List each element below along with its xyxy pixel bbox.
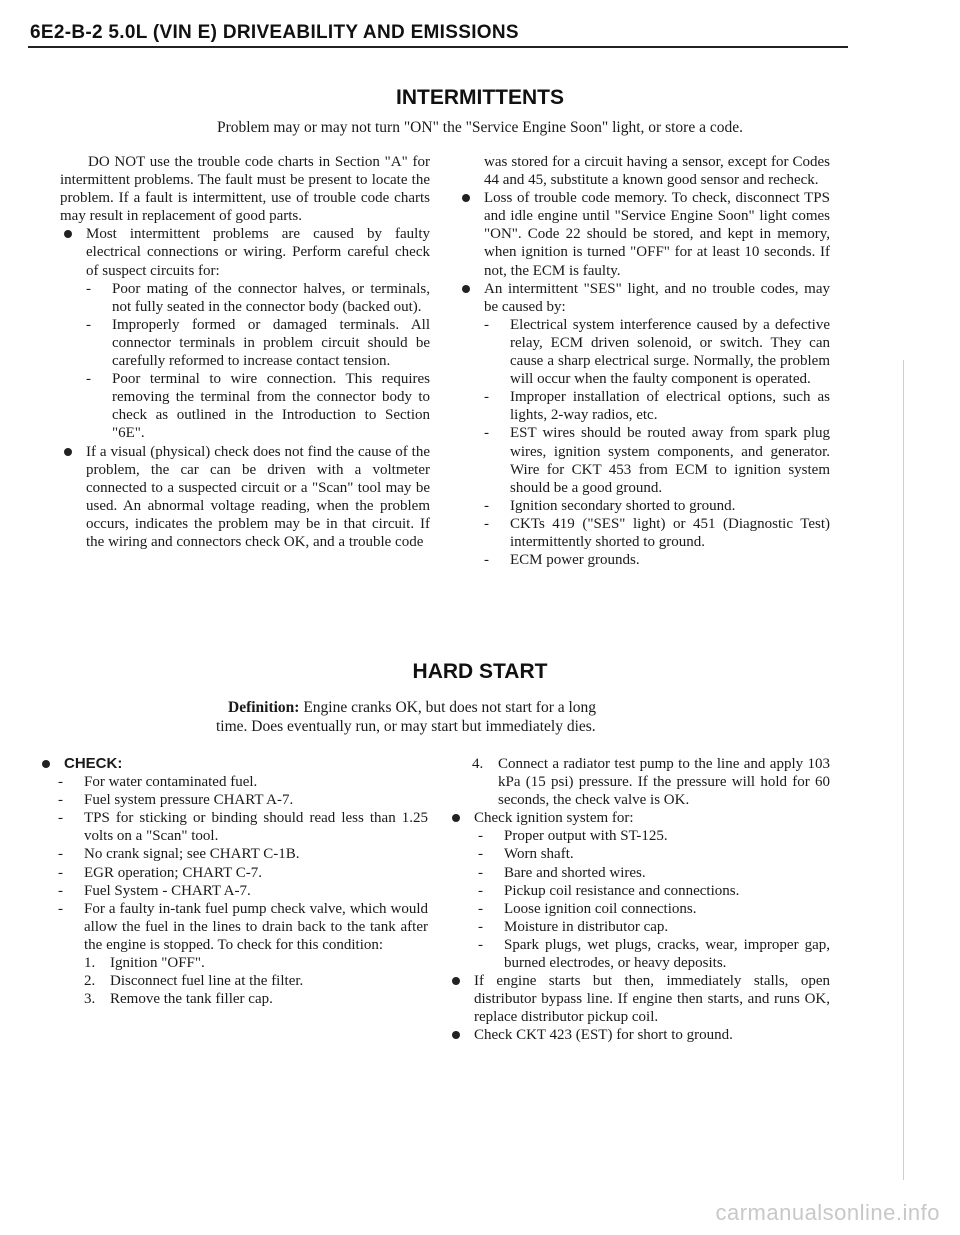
header-rule [28, 46, 848, 48]
check-heading [38, 755, 428, 773]
step-text: Ignition "OFF". [110, 955, 205, 972]
dash-item: - Ignition secondary shorted to ground. [484, 497, 830, 515]
bullet-item: Check CKT 423 (EST) for short to ground. [448, 1026, 830, 1044]
numbered-steps [84, 954, 428, 1008]
bullet-item: Most intermittent problems are caused by faulty electrical connections or wiring. Perform careful check of suspect circuits for: [60, 225, 430, 279]
step-number: 1. [84, 955, 96, 972]
intermittents-paragraph: DO NOT use the trouble code charts in Section "A" for intermittent problems. The fault must be present to locate the problem. If a fault is intermittent, use of trouble code charts may result in replacement of good parts. [60, 154, 430, 225]
dash-item: - EST wires should be routed away from spark plug wires, ignition system components, and generator. Wire for CKT 453 from ECM to ignition system should be a good ground. [484, 424, 830, 496]
dash-item: - Moisture in distributor cap. [478, 918, 830, 936]
dash-item: - Fuel System - CHART A-7. [58, 882, 428, 900]
dash-item: - No crank signal; see CHART C-1B. [58, 845, 428, 863]
step-text: Connect a radiator test pump to the line and apply 103 kPa (15 psi) pressure. If the pressure will hold for 60 seconds, the check valve is OK. [498, 756, 830, 809]
step-text: Disconnect fuel line at the filter. [110, 973, 304, 990]
definition-label: Definition: [228, 699, 300, 716]
dash-item: - EGR operation; CHART C-7. [58, 864, 428, 882]
dash-item: - Improper installation of electrical options, such as lights, 2-way radios, etc. [484, 388, 830, 424]
dash-item: - Fuel system pressure CHART A-7. [58, 791, 428, 809]
dash-item: - Proper output with ST-125. [478, 827, 830, 845]
sub-list [448, 827, 830, 972]
numbered-step [84, 954, 428, 972]
bullet-item: An intermittent "SES" light, and no trouble codes, may be caused by: [458, 280, 830, 316]
continued-paragraph: was stored for a circuit having a sensor, except for Codes 44 and 45, substitute a known good sensor and recheck. [484, 154, 830, 189]
dash-item: - TPS for sticking or binding should read less than 1.25 volts on a "Scan" tool. [58, 809, 428, 845]
step-text: Remove the tank filler cap. [110, 991, 273, 1008]
check-label: CHECK: [64, 755, 123, 772]
dash-item: - Improperly formed or damaged terminals. All connector terminals in problem circuit should be carefully reformed to increase contact tension. [86, 316, 430, 370]
definition-text-line2: time. Does eventually run, or may start but immediately dies. [216, 718, 596, 735]
dash-item: - Worn shaft. [478, 845, 830, 863]
page-edge-line [903, 360, 904, 1180]
hard-start-left-column [38, 755, 428, 1008]
dash-item: - Poor mating of the connector halves, or terminals, not fully seated in the connector body (backed out). [86, 280, 430, 316]
watermark: carmanualsonline.info [715, 1200, 940, 1225]
intermittents-title: INTERMITTENTS [396, 86, 564, 109]
hard-start-definition [216, 698, 686, 736]
step-number: 3. [84, 991, 96, 1008]
hard-start-right-column [448, 755, 830, 1045]
numbered-step [84, 990, 428, 1008]
dash-item: - ECM power grounds. [484, 551, 830, 569]
definition-text-line1: Engine cranks OK, but does not start for a long [303, 699, 597, 716]
bullet-item: If a visual (physical) check does not find the cause of the problem, the car can be driven with a voltmeter connected to a suspected circuit or a "Scan" tool may be used. An abnormal voltage reading, when the problem occurs, indicates the problem may be in that circuit. If the wiring and connectors check OK, and a trouble code [60, 443, 430, 552]
step-number: 2. [84, 973, 96, 990]
hard-start-title: HARD START [412, 660, 548, 683]
intermittents-right-column [458, 153, 830, 569]
dash-item: - Bare and shorted wires. [478, 864, 830, 882]
step-number: 4. [472, 756, 484, 772]
bullet-item: Check ignition system for: [448, 809, 830, 827]
dash-item: - For water contaminated fuel. [58, 773, 428, 791]
numbered-step [472, 755, 830, 809]
intermittents-left-column [60, 153, 430, 551]
dash-item: - CKTs 419 ("SES" light) or 451 (Diagnostic Test) intermittently shorted to ground. [484, 515, 830, 551]
bullet-item: Loss of trouble code memory. To check, disconnect TPS and idle engine until "Service Engine Soon" light comes "ON". Code 22 should be stored, and kept in memory, when ignition is turned "OFF" for at least 10 seconds. If not, the ECM is faulty. [458, 189, 830, 279]
dash-item: - Pickup coil resistance and connections. [478, 882, 830, 900]
dash-item: - Poor terminal to wire connection. This requires removing the terminal from the connector body to check as outlined in the Introduction to Section "6E". [86, 370, 430, 442]
sub-list [458, 316, 830, 569]
numbered-step [84, 972, 428, 990]
dash-item: - Electrical system interference caused by a defective relay, ECM driven solenoid, or switch. They can cause a sharp electrical surge. Normally, the problem will occur when the faulty component is operated. [484, 316, 830, 388]
dash-item: - Spark plugs, wet plugs, cracks, wear, improper gap, burned electrodes, or heavy deposits. [478, 936, 830, 972]
sub-list [60, 280, 430, 443]
dash-item: - For a faulty in-tank fuel pump check valve, which would allow the fuel in the lines to drain back to the tank after the engine is stopped. To check for this condition: [58, 900, 428, 954]
intermittents-intro: Problem may or may not turn "ON" the "Service Engine Soon" light, or store a code. [217, 119, 743, 136]
bullet-item: If engine starts but then, immediately stalls, open distributor bypass line. If engine then starts, and runs OK, replace distributor pickup coil. [448, 972, 830, 1026]
dash-item: - Loose ignition coil connections. [478, 900, 830, 918]
running-head: 6E2-B-2 5.0L (VIN E) DRIVEABILITY AND EMISSIONS [30, 22, 519, 43]
